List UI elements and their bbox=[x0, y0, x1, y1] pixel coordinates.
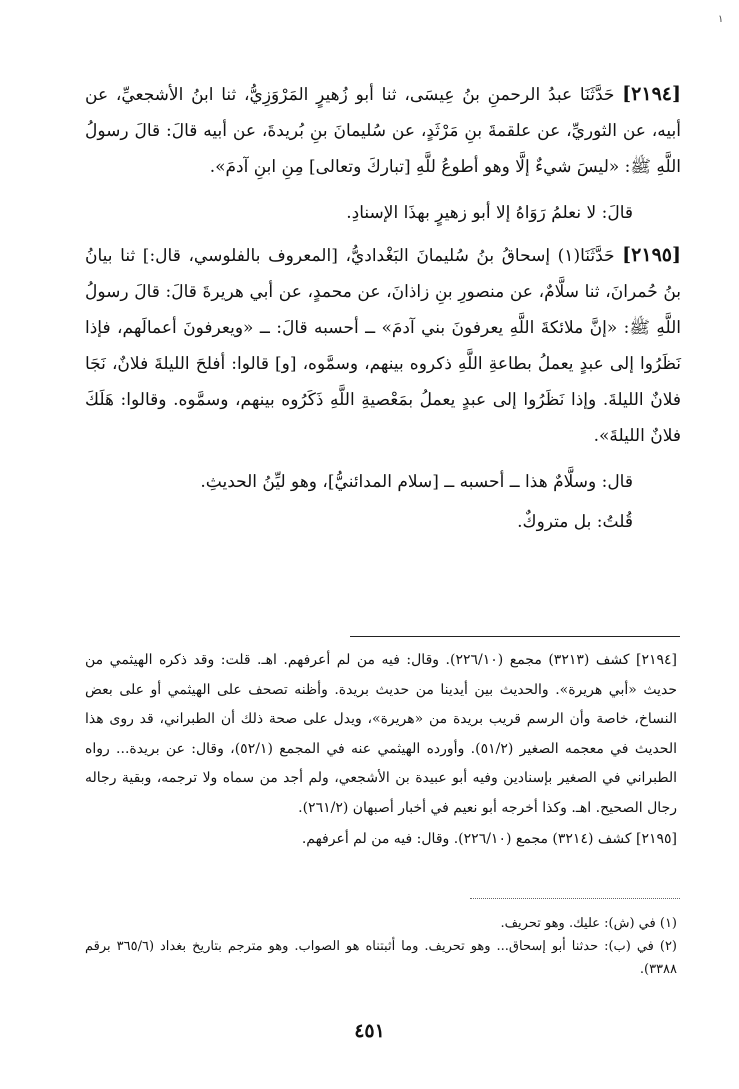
footnote-2194: [٢١٩٤] كشف (٣٢١٣) مجمع (٢٢٦/١٠). وقال: فيه من لم أعرفهم. اهـ. قلت: وقد ذكره الهيثمي من حديث «أبي هريرة». والحديث بين أيدينا من حديث بريدة. وأظنه تصحف على الهيثمي أو على بعض النساخ، خاصة وأن الرسم قريب بريدة من «هريرة»، ويدل على صحة ذلك أن الطبراني، قد روى هذا الحديث في معجمه الصغير (٥١/٢). وأورده الهيثمي عنه في المجمع (٥٢/١)، وقال: عن بريدة... رواه الطبراني في الصغير بإسنادين وفيه أبو عبيدة بن الأشجعي، ولم أجد من سماه ولا ترجمه، وبقية رجاله رجال الصحيح. اهـ. وكذا أخرجه أبو نعيم في أخبار أصبهان (٢٦١/٢). bbox=[85, 652, 678, 816]
footnotes bbox=[85, 646, 677, 855]
hadith-comment: قال: وسلَّامٌ هذا ــ أحسبه ــ [سلام المدائنيُّ]، وهو ليِّنُ الحديثِ. bbox=[200, 472, 633, 492]
hadith-comment: قالَ: لا نعلمُ رَوَاهُ إلا أبو زهيرٍ بهذَا الإسنادِ. bbox=[346, 203, 633, 223]
hadith-2195 bbox=[85, 237, 681, 454]
hadith-number: [٢١٩٤] bbox=[622, 83, 681, 105]
hadith-text: حَدَّثَنَا عبدُ الرحمنِ بنُ عِيسَى، ثنا أبو زُهيرٍ المَرْوَزِيُّ، ثنا ابنُ الأشجعيِّ، عن أبيه، عن الثوريِّ، عن علقمةَ بنِ مَرْثَدٍ، عن سُليمانَ بنِ بُريدةَ، عن أبيه قالَ: قالَ رسولُ اللَّهِ ﷺ: «ليسَ شيءٌ إلَّا وهو أطوعُ للَّهِ [تباركَ وتعالى] مِنِ ابنِ آدمَ». bbox=[85, 85, 681, 177]
hadith-text: حَدَّثَنَا(١) إسحاقُ بنُ سُليمانَ البَغْداديُّ، [المعروف بالفلوسي، قال:] ثنا بيانُ بنُ حُمرانَ، ثنا سلَّامٌ، عن منصورِ بنِ زاذانَ، عن محمدٍ، عن أبي هريرةَ قالَ: قالَ رسولُ اللَّهِ ﷺ: «إنَّ ملائكةَ اللَّهِ يعرفونَ بني آدمَ» ــ أحسبه قالَ: ــ «ويعرفونَ أعمالَهم، فإذا نَظَرُوا إلى عبدٍ يعملُ بطاعةِ اللَّهِ ذكروه بينهم، وسمَّوه، [و] قالوا: أفلحَ الليلةَ فلانٌ، نَجَا فلانٌ الليلةَ. وإذا نَظَرُوا إلى عبدٍ يعملُ بمَعْصيةِ اللَّهِ ذَكَرُوه بينهم، وسمَّوه. وقالوا: هَلَكَ فلانٌ الليلةَ». bbox=[85, 246, 681, 446]
hadith-2194 bbox=[85, 76, 681, 185]
variant-note: (٢) في (ب): حدثنا أبو إسحاق... وهو تحريف. وما أثبتناه هو الصواب. وهو مترجم بتاريخ بغداد (٣٦٥/٦ برقم ٣٣٨٨). bbox=[85, 939, 677, 977]
hadith-comment: قُلتُ: بل متروكٌ. bbox=[517, 512, 633, 532]
footnote-divider bbox=[350, 636, 680, 637]
footnote-2195: [٢١٩٥] كشف (٣٢١٤) مجمع (٢٢٦/١٠). وقال: فيه من لم أعرفهم. bbox=[301, 831, 677, 847]
page-number: ٤٥١ bbox=[354, 1020, 385, 1042]
variant-notes bbox=[85, 912, 677, 981]
variant-note: (١) في (ش): عليك. وهو تحريف. bbox=[500, 916, 677, 931]
main-text bbox=[85, 76, 681, 544]
hadith-number: [٢١٩٥] bbox=[622, 244, 681, 266]
corner-mark: ١ bbox=[718, 14, 724, 25]
dotted-divider bbox=[470, 898, 680, 899]
